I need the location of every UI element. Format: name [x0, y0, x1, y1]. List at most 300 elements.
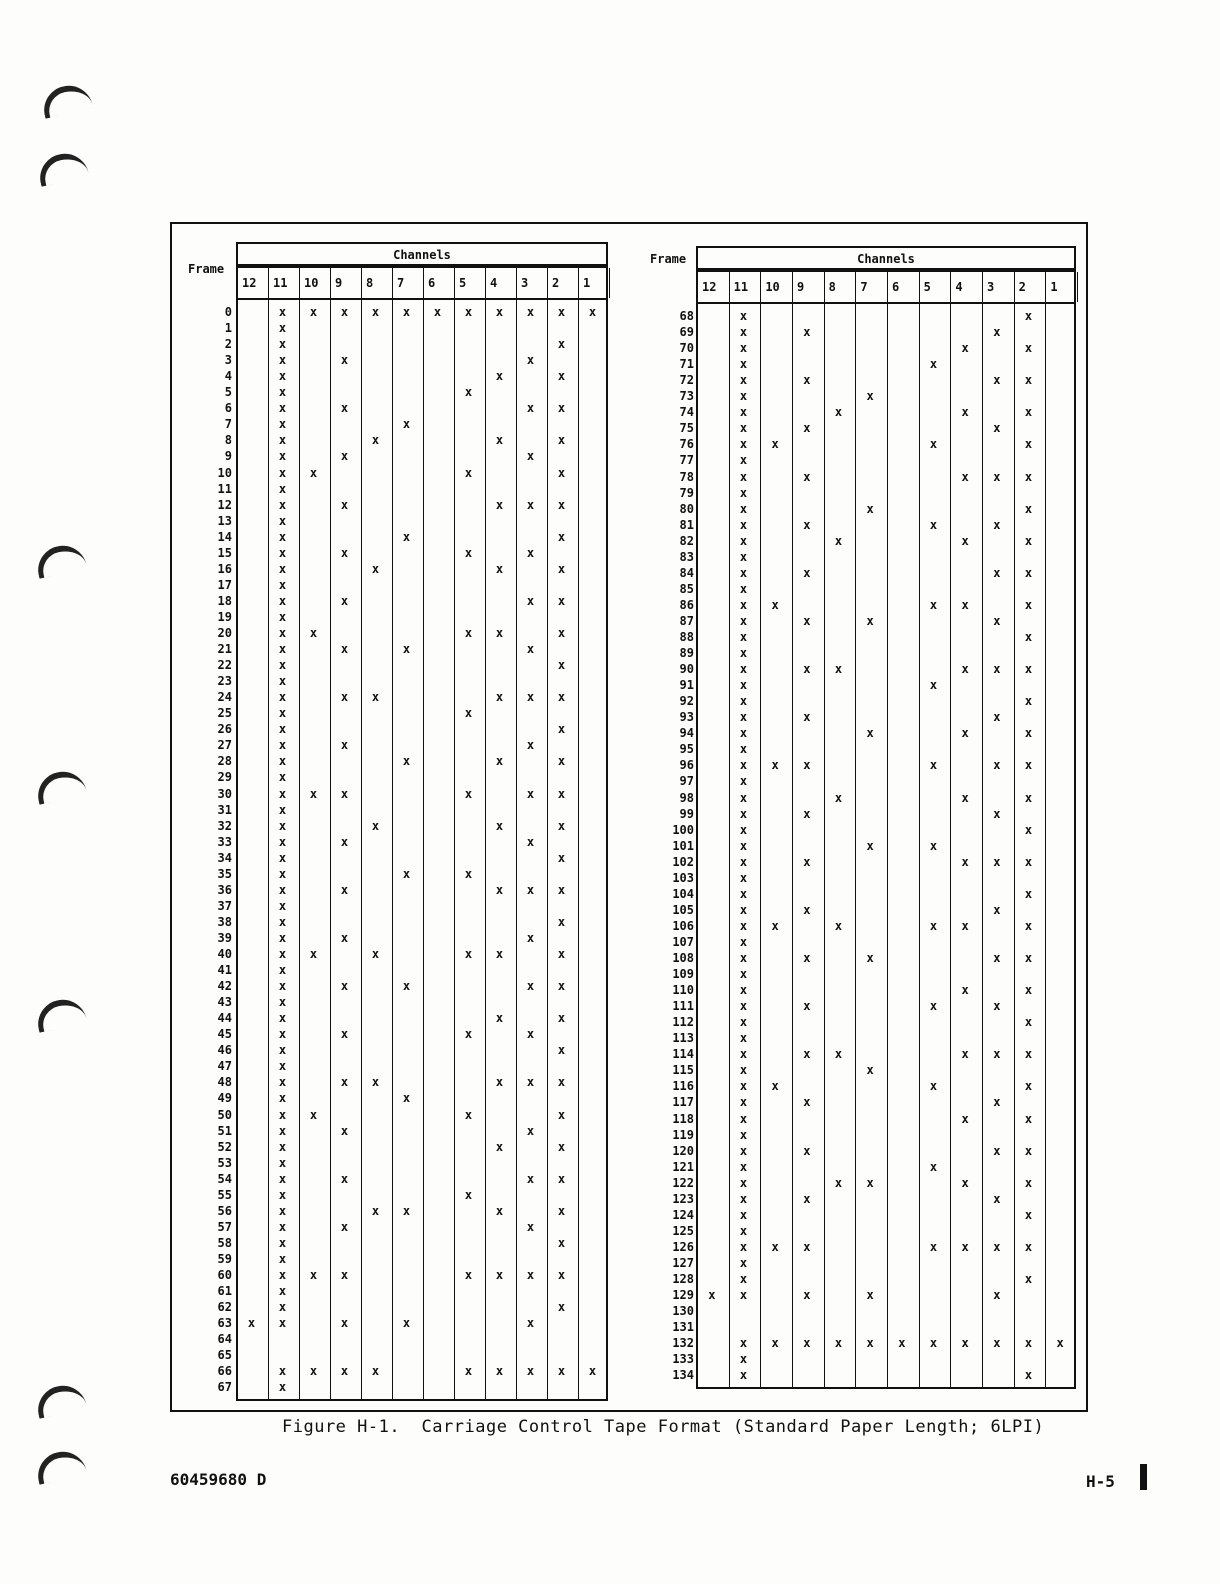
frame-number: 5: [224, 385, 232, 400]
frame-number: 24: [217, 690, 232, 705]
punch-mark-ch5: x: [929, 838, 938, 853]
punch-mark-ch11: x: [278, 1203, 287, 1218]
punch-mark-ch3: x: [993, 758, 1001, 773]
punch-mark-ch5: x: [464, 626, 473, 640]
frame-number: 102: [672, 854, 694, 869]
frame-number: 42: [217, 979, 232, 994]
punch-mark-ch11: x: [739, 1223, 748, 1238]
punch-mark-ch7: x: [402, 642, 411, 657]
punch-mark-ch2: x: [1024, 886, 1033, 901]
punch-mark-ch11: x: [739, 1095, 748, 1110]
frame-number: 32: [217, 818, 232, 833]
punch-mark-ch3: x: [526, 882, 535, 897]
punch-mark-ch11: x: [278, 979, 287, 994]
punch-mark-ch2: x: [1024, 597, 1033, 612]
punch-mark-ch11: x: [278, 1123, 287, 1138]
punch-mark-ch4: x: [495, 818, 504, 833]
punch-mark-ch3: x: [993, 1095, 1001, 1110]
frame-number: 62: [217, 1300, 232, 1315]
punch-mark-ch11: x: [278, 545, 287, 560]
punch-mark-ch11: x: [739, 646, 748, 661]
channel-label-1: 1: [1046, 272, 1078, 302]
punch-mark-ch11: x: [739, 613, 748, 628]
punch-mark-ch5: x: [929, 999, 938, 1014]
punch-mark-ch9: x: [803, 951, 811, 965]
frame-number: 99: [679, 806, 694, 821]
punch-mark-ch11: x: [739, 758, 748, 773]
punch-mark-ch3: x: [993, 517, 1001, 532]
punch-mark-ch2: x: [1024, 1175, 1033, 1190]
punch-mark-ch10: x: [309, 1364, 318, 1379]
punch-mark-ch11: x: [739, 1352, 748, 1367]
punch-mark-ch1: x: [588, 305, 597, 319]
punch-mark-ch11: x: [739, 1272, 748, 1286]
binder-hole-6: [34, 1381, 88, 1419]
punch-mark-ch11: x: [278, 417, 287, 432]
punch-mark-ch3: x: [526, 545, 535, 560]
frame-number: 85: [679, 581, 694, 596]
punch-mark-ch11: x: [278, 1380, 287, 1395]
punch-mark-ch11: x: [278, 1011, 287, 1026]
punch-mark-ch3: x: [993, 1239, 1001, 1254]
frame-number: 40: [217, 947, 232, 961]
punch-mark-ch4: x: [495, 754, 504, 769]
punch-mark-ch11: x: [278, 754, 287, 769]
punch-mark-ch11: x: [278, 1251, 287, 1266]
frame-number: 13: [217, 513, 232, 528]
punch-mark-ch4: x: [961, 1111, 969, 1126]
punch-mark-ch3: x: [526, 449, 535, 464]
frame-number: 67: [217, 1380, 232, 1395]
punch-mark-ch11: x: [278, 1107, 287, 1122]
punch-mark-ch3: x: [993, 373, 1001, 388]
punch-mark-ch10: x: [309, 1268, 318, 1282]
frame-number: 36: [217, 882, 232, 897]
column-rule: [454, 298, 455, 1399]
frame-number: 60: [217, 1268, 232, 1282]
punch-mark-ch3: x: [993, 854, 1001, 869]
punch-mark-ch9: x: [803, 662, 811, 677]
frame-number: 107: [672, 934, 694, 949]
punch-mark-ch9: x: [803, 1143, 811, 1158]
punch-mark-ch2: x: [557, 882, 566, 897]
column-rule: [1045, 302, 1046, 1387]
punch-mark-ch7: x: [402, 529, 411, 544]
punch-mark-ch11: x: [739, 501, 748, 516]
punch-mark-ch11: x: [278, 305, 287, 319]
punch-mark-ch11: x: [739, 983, 748, 998]
punch-mark-ch2: x: [557, 722, 566, 737]
channel-label-10: 10: [761, 272, 793, 302]
punch-mark-ch5: x: [929, 1079, 938, 1094]
punch-mark-ch3: x: [993, 613, 1001, 628]
frame-number: 128: [672, 1272, 694, 1286]
punch-mark-ch11: x: [739, 678, 748, 693]
punch-mark-ch3: x: [526, 305, 535, 319]
punch-mark-ch2: x: [557, 369, 566, 384]
frame-number: 116: [672, 1079, 694, 1094]
punch-mark-ch4: x: [495, 305, 504, 319]
frame-number: 93: [679, 710, 694, 725]
frame-number: 98: [679, 790, 694, 805]
punch-mark-ch11: x: [739, 1255, 748, 1270]
punch-mark-ch2: x: [557, 1203, 566, 1218]
frame-number: 47: [217, 1059, 232, 1074]
punch-mark-ch9: x: [803, 373, 811, 388]
punch-mark-ch11: x: [278, 690, 287, 705]
punch-mark-ch11: x: [739, 967, 748, 982]
frame-number: 114: [672, 1047, 694, 1062]
punch-mark-ch10: x: [309, 626, 318, 640]
punch-mark-ch2: x: [1024, 1047, 1033, 1062]
punch-mark-ch11: x: [739, 838, 748, 853]
punch-mark-ch3: x: [526, 1123, 535, 1138]
punch-mark-ch2: x: [557, 979, 566, 994]
punch-mark-ch2: x: [1024, 1015, 1033, 1030]
frame-number: 22: [217, 658, 232, 673]
frame-number: 28: [217, 754, 232, 769]
punch-mark-ch11: x: [278, 465, 287, 480]
punch-mark-ch9: x: [803, 1336, 811, 1351]
frame-number: 21: [217, 642, 232, 657]
punch-mark-ch10: x: [771, 1079, 779, 1094]
punch-mark-ch4: x: [961, 918, 969, 933]
frame-number: 79: [679, 485, 694, 500]
frame-number: 82: [679, 533, 694, 548]
punch-mark-ch2: x: [1024, 373, 1033, 388]
punch-mark-ch11: x: [739, 1239, 748, 1254]
punch-mark-ch11: x: [278, 995, 287, 1010]
punch-mark-ch9: x: [803, 1095, 811, 1110]
punch-mark-ch2: x: [557, 1107, 566, 1122]
frame-number: 100: [672, 822, 694, 837]
punch-mark-ch2: x: [557, 690, 566, 705]
punch-mark-ch12: x: [708, 1288, 716, 1303]
punch-mark-ch3: x: [993, 469, 1001, 484]
punch-mark-ch3: x: [526, 1027, 535, 1042]
frame-number: 55: [217, 1187, 232, 1202]
punch-mark-ch9: x: [340, 1219, 349, 1234]
frame-number: 117: [672, 1095, 694, 1110]
punch-mark-ch4: x: [961, 533, 969, 548]
punch-mark-ch11: x: [278, 1187, 287, 1202]
column-rule: [392, 298, 393, 1399]
frame-number: 74: [679, 405, 694, 420]
punch-mark-ch9: x: [803, 517, 811, 532]
punch-mark-ch2: x: [1024, 1336, 1033, 1351]
punch-mark-ch10: x: [771, 758, 779, 773]
punch-mark-ch9: x: [803, 806, 811, 821]
punch-mark-ch5: x: [464, 1364, 473, 1379]
punch-mark-ch11: x: [739, 886, 748, 901]
punch-mark-ch11: x: [739, 405, 748, 420]
punch-mark-ch9: x: [803, 325, 811, 340]
punch-mark-ch11: x: [739, 1368, 748, 1383]
punch-mark-ch5: x: [929, 678, 938, 693]
frame-number: 104: [672, 886, 694, 901]
punch-mark-ch5: x: [464, 545, 473, 560]
frame-number: 56: [217, 1203, 232, 1218]
frame-number: 101: [672, 838, 694, 853]
punch-mark-ch4: x: [495, 1268, 504, 1282]
punch-mark-ch3: x: [526, 642, 535, 657]
frame-number: 0: [224, 305, 232, 319]
punch-mark-ch4: x: [961, 469, 969, 484]
punch-mark-ch10: x: [309, 465, 318, 480]
punch-mark-ch9: x: [340, 1075, 349, 1090]
punch-mark-ch11: x: [739, 951, 748, 965]
punch-mark-ch10: x: [309, 947, 318, 961]
punch-mark-ch2: x: [1024, 1272, 1033, 1286]
punch-mark-ch9: x: [340, 690, 349, 705]
punch-mark-ch9: x: [340, 786, 349, 801]
channel-label-5: 5: [920, 272, 952, 302]
punch-mark-ch11: x: [739, 694, 748, 709]
frame-number: 84: [679, 565, 694, 580]
punch-mark-ch8: x: [371, 433, 380, 448]
channel-label-1: 1: [579, 268, 610, 298]
binder-hole-5: [34, 995, 88, 1033]
punch-mark-ch9: x: [803, 1191, 811, 1206]
punch-mark-ch3: x: [526, 353, 535, 368]
frame-number: 73: [679, 389, 694, 404]
punch-mark-ch2: x: [1024, 1079, 1033, 1094]
punch-mark-ch2: x: [557, 1011, 566, 1026]
punch-mark-ch11: x: [278, 353, 287, 368]
column-rule: [423, 298, 424, 1399]
punch-mark-ch7: x: [866, 389, 874, 404]
punch-mark-ch2: x: [1024, 983, 1033, 998]
frame-header: Frame: [188, 262, 225, 276]
punch-mark-ch2: x: [1024, 533, 1033, 548]
frame-number: 1: [224, 321, 232, 336]
punch-mark-ch2: x: [1024, 405, 1033, 420]
punch-mark-ch3: x: [526, 979, 535, 994]
column-rule: [547, 298, 548, 1399]
punch-mark-ch2: x: [557, 401, 566, 416]
column-rule: [792, 302, 793, 1387]
punch-mark-ch11: x: [278, 481, 287, 496]
column-rule: [855, 302, 856, 1387]
punch-mark-ch9: x: [340, 593, 349, 608]
punch-mark-ch2: x: [557, 1043, 566, 1058]
frame-number: 127: [672, 1255, 694, 1270]
punch-mark-ch2: x: [1024, 1111, 1033, 1126]
frame-number: 2: [224, 337, 232, 352]
frame-number: 71: [679, 357, 694, 372]
frame-number: 115: [672, 1063, 694, 1078]
punch-mark-ch11: x: [278, 914, 287, 929]
frame-number: 78: [679, 469, 694, 484]
punch-mark-ch8: x: [371, 947, 380, 961]
punch-mark-ch11: x: [278, 850, 287, 865]
punch-mark-ch5: x: [929, 357, 938, 372]
punch-mark-ch5: x: [464, 465, 473, 480]
punch-mark-ch3: x: [526, 593, 535, 608]
punch-mark-ch11: x: [278, 321, 287, 336]
punch-mark-ch3: x: [993, 902, 1001, 917]
punch-mark-ch3: x: [993, 1336, 1001, 1351]
punch-mark-ch5: x: [929, 1336, 938, 1351]
column-rule: [919, 302, 920, 1387]
punch-mark-ch4: x: [961, 1239, 969, 1254]
punch-mark-ch11: x: [739, 726, 748, 741]
punch-mark-ch2: x: [1024, 630, 1033, 644]
punch-mark-ch4: x: [495, 1364, 504, 1379]
punch-mark-ch8: x: [371, 818, 380, 833]
channel-label-12: 12: [238, 268, 269, 298]
punch-mark-ch5: x: [464, 866, 473, 881]
frame-number: 76: [679, 437, 694, 452]
punch-mark-ch7: x: [402, 1203, 411, 1218]
punch-mark-ch2: x: [557, 786, 566, 801]
column-rule: [760, 302, 761, 1387]
column-rule: [299, 298, 300, 1399]
punch-mark-ch11: x: [278, 1364, 287, 1379]
punch-mark-ch10: x: [771, 597, 779, 612]
punch-mark-ch11: x: [739, 1159, 748, 1174]
punch-mark-ch7: x: [402, 979, 411, 994]
punch-mark-ch8: x: [834, 662, 843, 677]
punch-mark-ch5: x: [464, 786, 473, 801]
column-rule: [729, 302, 730, 1387]
channel-label-2: 2: [548, 268, 579, 298]
punch-mark-ch2: x: [1024, 854, 1033, 869]
punch-mark-ch6: x: [898, 1336, 906, 1351]
frame-number: 48: [217, 1075, 232, 1090]
channel-label-8: 8: [825, 272, 857, 302]
punch-mark-ch8: x: [834, 1047, 843, 1062]
punch-mark-ch5: x: [464, 1268, 473, 1282]
punch-mark-ch3: x: [526, 690, 535, 705]
punch-mark-ch2: x: [1024, 918, 1033, 933]
punch-mark-ch11: x: [739, 341, 748, 356]
punch-mark-ch11: x: [739, 469, 748, 484]
figure-caption: Figure H-1. Carriage Control Tape Format (Standard Paper Length; 6LPI): [282, 1417, 1045, 1437]
channel-label-12: 12: [698, 272, 730, 302]
punch-mark-ch5: x: [464, 1107, 473, 1122]
punch-mark-ch11: x: [739, 597, 748, 612]
punch-mark-ch4: x: [961, 983, 969, 998]
punch-mark-ch11: x: [739, 1336, 748, 1351]
punch-mark-ch11: x: [278, 963, 287, 978]
punch-mark-ch1: x: [1056, 1336, 1064, 1351]
punch-mark-ch8: x: [371, 561, 380, 576]
punch-mark-ch9: x: [340, 834, 349, 849]
punch-mark-ch10: x: [771, 437, 779, 452]
punch-mark-ch4: x: [961, 1175, 969, 1190]
frame-number: 123: [672, 1191, 694, 1206]
punch-mark-ch2: x: [1024, 662, 1033, 677]
punch-mark-ch11: x: [278, 818, 287, 833]
punch-mark-ch11: x: [278, 593, 287, 608]
punch-mark-ch4: x: [961, 1336, 969, 1351]
punch-mark-ch11: x: [278, 401, 287, 416]
punch-mark-ch9: x: [340, 545, 349, 560]
channel-label-11: 11: [730, 272, 762, 302]
punch-mark-ch4: x: [495, 497, 504, 512]
frame-number: 35: [217, 866, 232, 881]
punch-mark-ch9: x: [340, 930, 349, 945]
frame-number: 92: [679, 694, 694, 709]
punch-mark-ch7: x: [866, 1175, 874, 1190]
punch-mark-ch7: x: [866, 501, 874, 516]
punch-mark-ch2: x: [1024, 341, 1033, 356]
punch-mark-ch11: x: [739, 1143, 748, 1158]
punch-mark-ch4: x: [961, 790, 969, 805]
column-rule: [268, 298, 269, 1399]
punch-mark-ch8: x: [834, 1336, 843, 1351]
punch-mark-ch9: x: [340, 738, 349, 753]
punch-mark-ch3: x: [526, 1171, 535, 1186]
punch-mark-ch9: x: [340, 882, 349, 897]
punch-mark-ch2: x: [557, 1364, 566, 1379]
punch-mark-ch11: x: [278, 1075, 287, 1090]
punch-mark-ch11: x: [278, 1043, 287, 1058]
punch-mark-ch11: x: [739, 710, 748, 725]
punch-mark-ch3: x: [993, 421, 1001, 436]
punch-mark-ch9: x: [340, 401, 349, 416]
frame-number: 17: [217, 577, 232, 592]
frame-number: 16: [217, 561, 232, 576]
frame-number: 70: [679, 341, 694, 356]
frame-number: 113: [672, 1031, 694, 1046]
channel-label-11: 11: [269, 268, 300, 298]
frame-number: 59: [217, 1251, 232, 1266]
punch-mark-ch7: x: [866, 1336, 874, 1351]
punch-mark-ch10: x: [771, 918, 779, 933]
punch-mark-ch3: x: [526, 1075, 535, 1090]
channel-label-10: 10: [300, 268, 331, 298]
punch-mark-ch3: x: [993, 999, 1001, 1014]
punch-mark-ch9: x: [340, 642, 349, 657]
punch-mark-ch3: x: [526, 834, 535, 849]
punch-mark-ch2: x: [557, 658, 566, 673]
punch-mark-ch2: x: [1024, 437, 1033, 452]
binder-hole-4: [34, 767, 88, 805]
punch-mark-ch2: x: [1024, 1368, 1033, 1383]
punch-mark-ch7: x: [866, 1288, 874, 1303]
punch-mark-ch2: x: [557, 593, 566, 608]
channels-header: Channels: [236, 242, 608, 266]
punch-mark-ch3: x: [526, 497, 535, 512]
punch-mark-ch11: x: [739, 581, 748, 596]
punch-mark-ch11: x: [278, 1219, 287, 1234]
punch-mark-ch4: x: [495, 433, 504, 448]
punch-mark-ch10: x: [771, 1239, 779, 1254]
punch-mark-ch9: x: [803, 421, 811, 436]
channel-label-7: 7: [393, 268, 424, 298]
punch-mark-ch11: x: [278, 834, 287, 849]
frame-number: 121: [672, 1159, 694, 1174]
punch-mark-ch10: x: [309, 786, 318, 801]
frame-number: 12: [217, 497, 232, 512]
punch-mark-ch2: x: [1024, 951, 1033, 965]
frame-number: 65: [217, 1348, 232, 1363]
frame-number: 18: [217, 593, 232, 608]
punch-mark-ch3: x: [526, 930, 535, 945]
channel-label-3: 3: [983, 272, 1015, 302]
punch-mark-ch11: x: [278, 609, 287, 624]
punch-mark-ch9: x: [803, 565, 811, 580]
punch-mark-ch11: x: [739, 1111, 748, 1126]
punch-mark-ch11: x: [278, 449, 287, 464]
punch-mark-ch11: x: [278, 385, 287, 400]
punch-mark-ch11: x: [278, 706, 287, 721]
punch-mark-ch3: x: [526, 1219, 535, 1234]
punch-mark-ch2: x: [557, 561, 566, 576]
punch-mark-ch2: x: [557, 1268, 566, 1282]
